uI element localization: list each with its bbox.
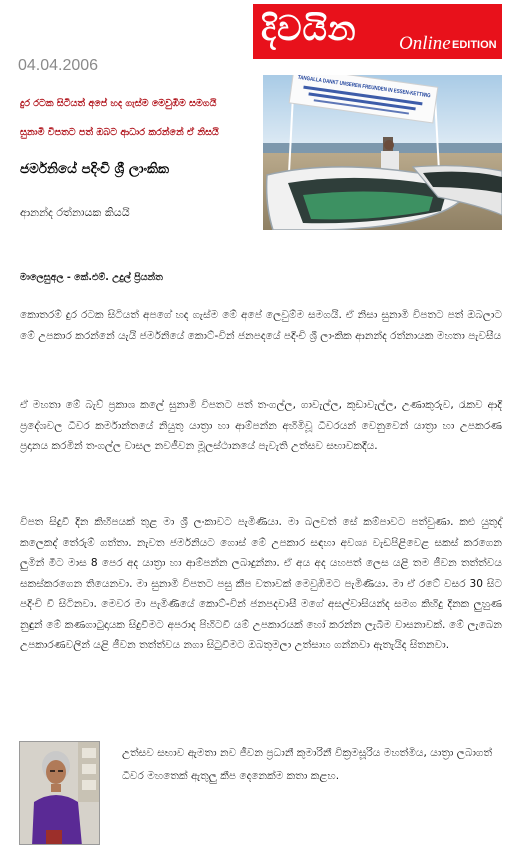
logo-edition-text: EDITION <box>452 39 497 51</box>
logo-online-text: Online <box>399 33 451 54</box>
body-paragraph-2: ඒ මහතා මේ බැව් ප්‍රකාශ කලේ සුනාමි විපතට පත් තංගල්ල, ගාවැල්ල, කුඩාවැල්ල, උණාකුරුව, රැකව ආදි ප්‍රදේශවල ධීවර කර්මාන්තයේ නියුතු යාත්‍රා හා ආම්පන්න අහිමිවූ ධීවරයන් වෙනුවෙන් යාත්‍රා හා උපකරණ ප්‍රදානය කරමින් තංගල්ල වාසල නවජීවන මූලස්ථානයේ පැවැති උත්සව සභාවකදීය. <box>20 399 502 452</box>
kicker-line-2: සුනාමි විපතට පත් ඔබට ආධාර කරන්නේ ඒ නිසයි <box>20 127 219 138</box>
kicker-line-1: දුර රටක සිටියත් අපේ හද ගැස්ම මෙවුඹිම සමගයි <box>20 98 217 109</box>
photo-caption: උත්සව සභාව ඇමතා නව ජීවන ප්‍රධානී කුමාරිනී වික්‍රමසූරිය මහත්මිය, යාත්‍රා ලබාගත් ධීවර මහතෙක් ඇතුලු කීප දෙනෙක්ම කතා කළහ. <box>122 747 493 782</box>
publish-date: 04.04.2006 <box>18 57 99 74</box>
logo-sinhala-text: දිවයින <box>261 9 357 49</box>
photo-banner-text: TANGALLA DANKT UNSEREN FREUNDEN IN ESSEN-KETTWIG <box>297 75 465 105</box>
speaker-portrait-photo <box>19 741 100 845</box>
body-paragraph-3: විපත සිදුවී දින කිහිපයක් තුළ මා ශ්‍රී ලංකාවට පැමිණියා. මා බලවත් සේ කම්පාවට පත්වුණා. කළු යුතුද් කලෙකද් තේරුම් ගත්තා. නැවත ජර්මනියට ගොස් මේ උපකාර සඳහා අවශ්‍ය වැඩපිළිවෙළ සකස් කරගෙන ලුමින් මීට මාස 8 පෙර අද යාත්‍රා හා ආම්පන්න ලබාදුන්නා. ඒ අය අද යහපත් ලෙස යළි තම ජීවන තත්ත්වය සකස්කරගෙන තියෙනවා. මා සුනාමි විපතට පසු කීප වතාවක් මෙවුඹිමට පැමිණියා. මා ඒ රටේ වසර 30 සිට පදිංචි වී සිටිනවා. මෙවර මා පැමිණියේ කොට්-වින් ජනපදවාසී මගේ අසල්වාසියන්ද සමග කිහිදු දිනක ලුහුණ නුඳුන් මේ කණගාටුදායක සිදුවීමට අපරාද පිහිටවී යම් උපකාරයක් හෝ කරන්න ලැබීම වාසනාවක්. මේ ලැබෙන උපකාරණවලින් යළි ජීවන තත්ත්වය නගා සිටුවීමට ඔබතුමලා උත්සාහ ගන්නවා ඇතැයිද සිතනවා. <box>20 516 502 651</box>
article-headline: ජර්මනියේ පදිංචි ශ්‍රී ලාංකික <box>20 161 169 177</box>
article-photo <box>263 75 502 230</box>
article-dateline: මාලෙසුඅල - කේ.එම්. උදුල් ප්‍රියන්ත <box>20 272 163 283</box>
masthead-logo[interactable] <box>253 4 502 59</box>
article-byline: ආනන්ද රත්නායක කියයි <box>20 206 130 219</box>
body-paragraph-1: කොතරම් දුර රටක සිටියත් අපගේ හද ගැස්ම මේ අපේ ලෙවුම්ම සමගයි. ඒ නිසා සුනාමි විපතට පත් ඔබලාට මේ උපකාර කරන්නේ යැයි ජර්මනියේ කොට්-වින් ජනපදයේ පදිංචි ශ්‍රී ලාංකික ආනන්ද රත්නායක මහතා පැවසීය <box>20 309 502 342</box>
